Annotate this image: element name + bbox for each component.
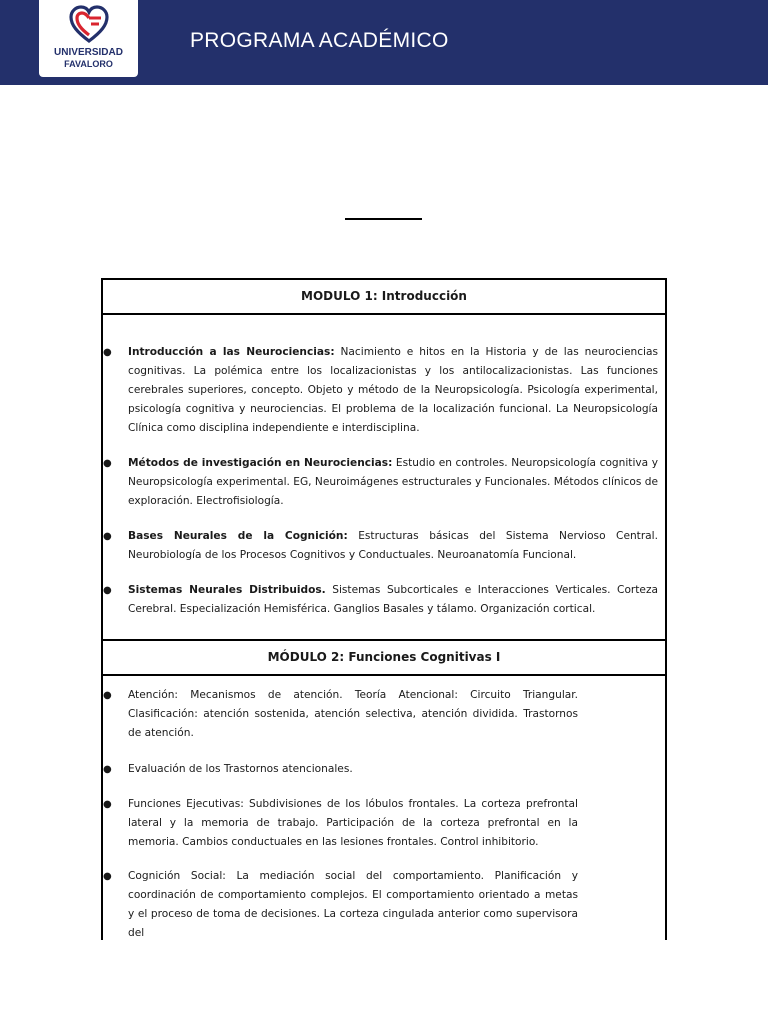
- list-item: [103, 581, 663, 619]
- university-logo: [39, 0, 138, 77]
- list-item: [103, 795, 663, 852]
- divider-rule: [345, 218, 422, 220]
- bullet-icon: ●: [103, 690, 112, 701]
- bullet-icon: ●: [103, 764, 112, 775]
- bullet-icon: ●: [103, 585, 112, 596]
- page-title: PROGRAMA ACADÉMICO: [190, 29, 449, 52]
- bullet-icon: ●: [103, 347, 112, 358]
- logo-text-universidad: UNIVERSIDAD: [54, 47, 123, 58]
- list-item: [103, 760, 663, 779]
- module-1-body: [103, 315, 665, 641]
- list-item: [103, 454, 663, 511]
- module-1-title: MODULO 1: Introducción: [103, 280, 665, 315]
- module-2-body: [103, 676, 665, 940]
- program-table: [101, 278, 667, 940]
- list-item: [103, 527, 663, 565]
- bullet-icon: ●: [103, 871, 112, 882]
- list-item-text: Cognición Social: La mediación social del comportamiento. Planificación y coordinación de comportamiento complejos. El comportamiento orientado a metas y el proceso de toma de decisiones. La corteza cingulada anterior como supervisora del: [128, 870, 578, 939]
- list-item-text: Métodos de investigación en Neurociencias: Estudio en controles. Neuropsicología cognitiva y Neuropsicología experimental. EG, Neuroimágenes estructurales y Funcionales. Métodos clínicos de exploración. Electrofisiología.: [128, 457, 659, 507]
- header-bar: [0, 0, 768, 85]
- bullet-icon: ●: [103, 458, 112, 469]
- list-item-text: Atención: Mecanismos de atención. Teoría Atencional: Circuito Triangular. Clasificación: atención sostenida, atención selectiva, atención dividida. Trastornos de atención.: [128, 689, 578, 739]
- bullet-icon: ●: [103, 531, 112, 542]
- module-2-title: MÓDULO 2: Funciones Cognitivas I: [103, 641, 665, 676]
- list-item: [103, 686, 663, 743]
- logo-text-favaloro: FAVALORO: [64, 59, 113, 69]
- bullet-icon: ●: [103, 799, 112, 810]
- heart-logo-icon: [69, 5, 109, 45]
- list-item: [103, 867, 663, 940]
- list-item-text: Bases Neurales de la Cognición: Estructuras básicas del Sistema Nervioso Central. Neurobiología de los Procesos Cognitivos y Conductuales. Neuroanatomía Funcional.: [128, 530, 658, 561]
- list-item: [103, 343, 663, 438]
- list-item-text: Funciones Ejecutivas: Subdivisiones de los lóbulos frontales. La corteza prefrontal lateral y la memoria de trabajo. Participación de la corteza prefrontal en la memoria. Cambios conductuales en las lesiones frontales. Control inhibitorio.: [128, 798, 578, 848]
- list-item-text: Sistemas Neurales Distribuidos. Sistemas Subcorticales e Interacciones Verticales. Corteza Cerebral. Especialización Hemisférica. Ganglios Basales y tálamo. Organización cortical.: [128, 584, 659, 615]
- list-item-text: Evaluación de los Trastornos atencionales.: [128, 763, 353, 775]
- list-item-text: Introducción a las Neurociencias: Nacimiento e hitos en la Historia y de las neurociencias cognitivas. La polémica entre los localizacionistas y los antilocalizacionistas. Las funciones cerebrales superiores, concepto. Objeto y método de la Neuropsicología. Psicología experimental, psicología cognitiva y neurociencias. El problema de la localización funcional. La Neuropsicología Clínica como disciplina independiente e interdisciplina.: [128, 346, 658, 434]
